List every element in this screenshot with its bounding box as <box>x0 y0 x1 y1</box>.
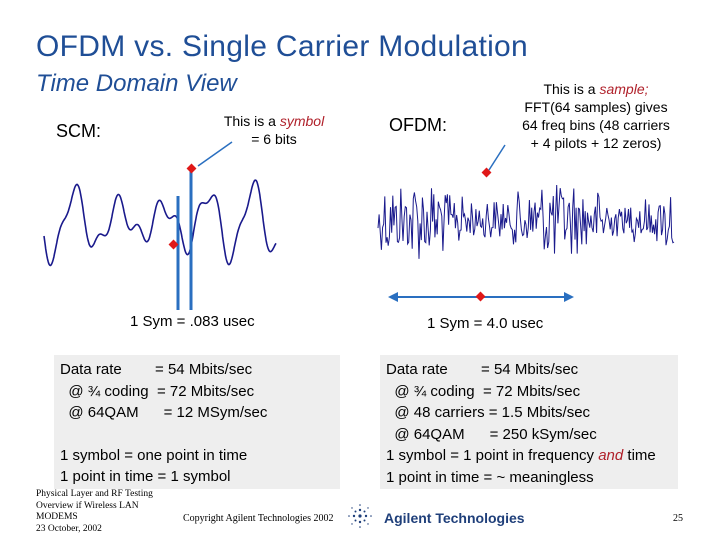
footer-line-1: Physical Layer and RF Testing <box>36 489 153 499</box>
scm-note-pointer <box>198 142 232 166</box>
scm-note-line2: = 6 bits <box>251 131 297 147</box>
ofdm-box-line-6: 1 point in time = ~ meaningless <box>386 468 594 486</box>
scm-box-line-3: @ 64QAM = 12 MSym/sec <box>60 404 268 421</box>
ofdm-box-line-3: @ 48 carriers = 1.5 Mbits/sec <box>386 404 591 421</box>
ofdm-mixed-prefix: 1 symbol = 1 point in frequency <box>386 447 599 464</box>
ofdm-arrow-center-marker <box>476 292 486 302</box>
agilent-logo-icon <box>348 504 372 528</box>
footer-info <box>36 489 153 535</box>
scm-box-line-5: 1 point in time = 1 symbol <box>60 468 231 485</box>
ofdm-arrow-head-left <box>388 292 398 302</box>
ofdm-mixed-suffix: time <box>623 447 656 464</box>
ofdm-arrow-head-right <box>564 292 574 302</box>
ofdm-box-line-1: Data rate = 54 Mbits/sec <box>386 361 579 378</box>
scm-symbol-marker-1 <box>187 164 197 174</box>
ofdm-box-line-2: @ ¾ coding = 72 Mbits/sec <box>386 382 581 400</box>
ofdm-box-line-5 <box>386 445 672 467</box>
scm-note-emph: symbol <box>279 113 325 129</box>
ofdm-note-emph: sample; <box>599 81 649 97</box>
page-number: 25 <box>673 513 683 524</box>
ofdm-period-label: 1 Sym = 4.0 usec <box>427 315 544 332</box>
footer-line-4: 23 October, 2002 <box>36 523 102 534</box>
scm-label: SCM: <box>56 121 101 141</box>
slide-title: OFDM vs. Single Carrier Modulation <box>36 30 529 63</box>
ofdm-note-line2: FFT(64 samples) gives <box>524 99 668 115</box>
scm-box-spacer <box>60 424 334 445</box>
ofdm-note-line3: 64 freq bins (48 carriers <box>522 117 670 133</box>
scm-box-line-2: @ ¾ coding = 72 Mbits/sec <box>60 382 255 400</box>
slide-subtitle: Time Domain View <box>36 70 237 97</box>
ofdm-box-line-4: @ 64QAM = 250 kSym/sec <box>386 425 597 443</box>
scm-note-prefix: This is a <box>223 113 280 129</box>
scm-box-line-1: Data rate = 54 Mbits/sec <box>60 361 253 378</box>
footer-line-2: Overview if Wireless LAN <box>36 500 139 511</box>
ofdm-mixed-emph: and <box>598 447 624 464</box>
copyright-text: Copyright Agilent Technologies 2002 <box>183 513 334 524</box>
ofdm-note-prefix: This is a <box>543 81 600 97</box>
ofdm-waveform <box>378 185 674 259</box>
ofdm-note-line4: + 4 pilots + 12 zeros) <box>530 135 662 151</box>
scm-period-label: 1 Sym = .083 usec <box>130 313 255 330</box>
footer-line-3: MODEMS <box>36 512 78 522</box>
ofdm-note-pointer <box>489 145 505 170</box>
scm-box-line-4: 1 symbol = one point in time <box>60 446 248 464</box>
logo-text: Agilent Technologies <box>384 510 525 526</box>
scm-waveform <box>44 180 276 265</box>
ofdm-label: OFDM: <box>389 115 447 135</box>
scm-info-box <box>54 355 340 489</box>
ofdm-info-box <box>380 355 678 489</box>
